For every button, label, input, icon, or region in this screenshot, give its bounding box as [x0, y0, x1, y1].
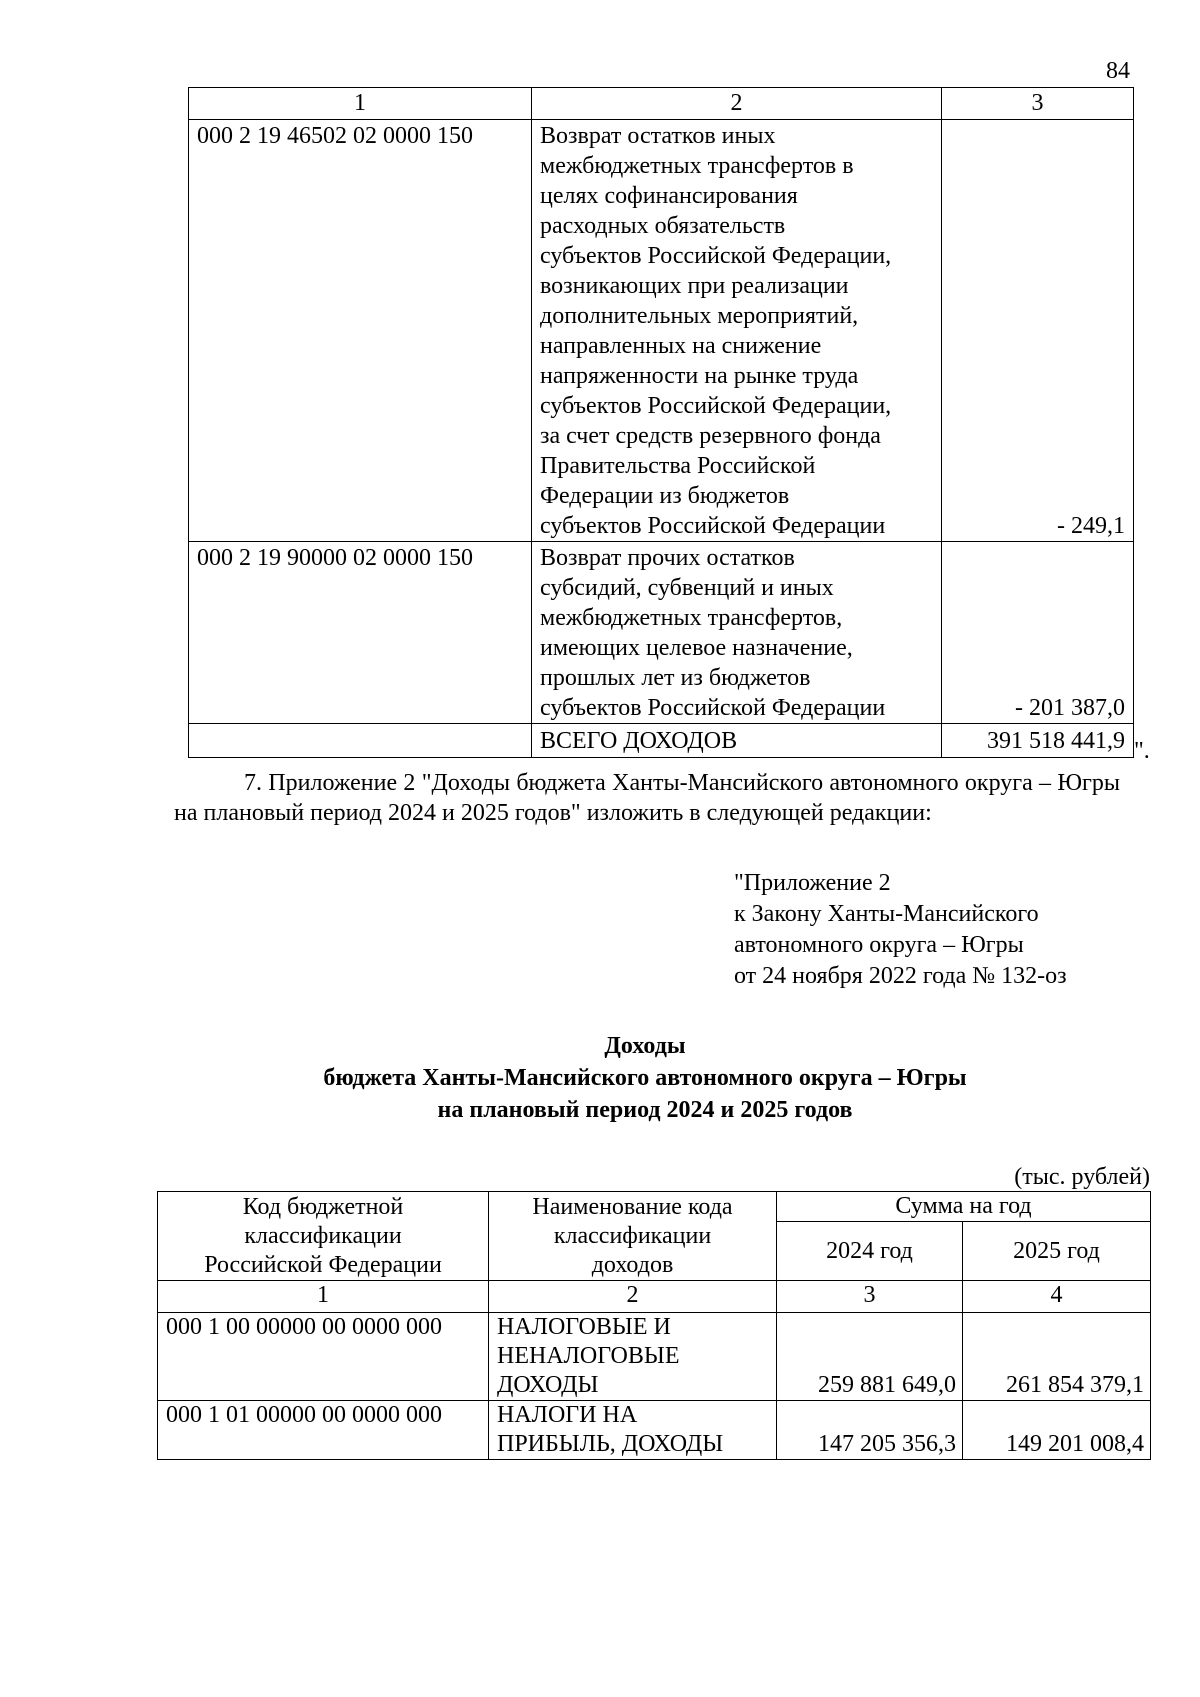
description-line: субъектов Российской Федерации	[540, 513, 886, 539]
appendix-line: автономного округа – Югры	[734, 932, 1024, 958]
amount: - 249,1	[942, 120, 1134, 542]
description-line: субъектов Российской Федерации	[540, 695, 886, 721]
budget-code: 000 2 19 90000 02 0000 150	[189, 542, 532, 724]
appendix-reference	[734, 868, 1154, 992]
units-label: (тыс. рублей)	[1014, 1164, 1150, 1190]
description-line: расходных обязательств	[540, 213, 786, 239]
total-row	[189, 724, 1134, 758]
column-number-row	[189, 88, 1134, 120]
continued-revenue-table	[188, 87, 1134, 758]
header-line: Российской Федерации	[204, 1251, 442, 1278]
name-line: НЕНАЛОГОВЫЕ	[497, 1343, 680, 1369]
description-line: напряженности на рынке труда	[540, 363, 859, 389]
header-sum: Сумма на год	[777, 1192, 1151, 1222]
column-number: 1	[189, 88, 532, 120]
header-name	[489, 1192, 777, 1281]
column-number: 2	[532, 88, 942, 120]
closing-quote: ".	[1134, 738, 1150, 764]
budget-code: 000 1 01 00000 00 0000 000	[158, 1401, 489, 1460]
description-line: прошлых лет из бюджетов	[540, 665, 811, 691]
column-number: 3	[777, 1281, 963, 1313]
header-code	[158, 1192, 489, 1281]
header-year-2024: 2024 год	[777, 1222, 963, 1281]
description-line: Возврат прочих остатков	[540, 545, 795, 571]
description-line: Федерации из бюджетов	[540, 483, 790, 509]
description-line: за счет средств резервного фонда	[540, 423, 881, 449]
header-line: классификации	[553, 1222, 712, 1249]
amount-2025: 261 854 379,1	[963, 1313, 1151, 1401]
description-line: имеющих целевое назначение,	[540, 635, 853, 661]
appendix-line: к Закону Ханты-Мансийского	[734, 901, 1039, 927]
total-code	[189, 724, 532, 758]
title-line: бюджета Ханты-Мансийского автономного округа – Югры	[323, 1065, 967, 1091]
description-line: целях софинансирования	[540, 183, 798, 209]
table-row	[158, 1313, 1151, 1401]
header-line: Код бюджетной	[242, 1193, 404, 1220]
name-line: НАЛОГИ НА	[497, 1402, 638, 1428]
revenue-name	[489, 1313, 777, 1401]
appendix-line: "Приложение 2	[734, 870, 891, 896]
description-line: дополнительных мероприятий,	[540, 303, 859, 329]
description-line: Возврат остатков иных	[540, 123, 776, 149]
header-line: доходов	[591, 1251, 674, 1278]
description-line: межбюджетных трансфертов,	[540, 605, 843, 631]
amount-2025: 149 201 008,4	[963, 1401, 1151, 1460]
column-number: 1	[158, 1281, 489, 1313]
table-row	[189, 120, 1134, 542]
page-number: 84	[1106, 58, 1130, 84]
description-line: субъектов Российской Федерации,	[540, 393, 892, 419]
revenue-name	[489, 1401, 777, 1460]
budget-code: 000 1 00 00000 00 0000 000	[158, 1313, 489, 1401]
total-label: ВСЕГО ДОХОДОВ	[532, 724, 942, 758]
description-line: субъектов Российской Федерации,	[540, 243, 892, 269]
name-line: ДОХОДЫ	[497, 1372, 599, 1398]
header-line: Наименование кода	[532, 1193, 733, 1220]
paragraph-7	[174, 768, 1120, 828]
paragraph-7-text: 7. Приложение 2 "Доходы бюджета Ханты-Мансийского автономного округа – Югры на плановый период 2024 и 2025 годов" изложить в следующей редакции:	[174, 770, 1120, 826]
title-line: Доходы	[604, 1033, 686, 1059]
description-line: возникающих при реализации	[540, 273, 849, 299]
revenue-description	[532, 542, 942, 724]
planned-revenue-table	[157, 1191, 1151, 1460]
total-amount: 391 518 441,9	[942, 724, 1134, 758]
amount: - 201 387,0	[942, 542, 1134, 724]
column-number: 3	[942, 88, 1134, 120]
amount-2024: 259 881 649,0	[777, 1313, 963, 1401]
description-line: Правительства Российской	[540, 453, 816, 479]
name-line: ПРИБЫЛЬ, ДОХОДЫ	[497, 1431, 724, 1457]
title-line: на плановый период 2024 и 2025 годов	[437, 1097, 853, 1123]
table-row	[189, 542, 1134, 724]
table-row	[158, 1401, 1151, 1460]
budget-code: 000 2 19 46502 02 0000 150	[189, 120, 532, 542]
name-line: НАЛОГОВЫЕ И	[497, 1314, 671, 1340]
appendix-line: от 24 ноября 2022 года № 132-оз	[734, 963, 1067, 989]
column-number: 4	[963, 1281, 1151, 1313]
amount-2024: 147 205 356,3	[777, 1401, 963, 1460]
document-title	[150, 1030, 1140, 1126]
column-number: 2	[489, 1281, 777, 1313]
description-line: субсидий, субвенций и иных	[540, 575, 834, 601]
header-year-2025: 2025 год	[963, 1222, 1151, 1281]
description-line: межбюджетных трансфертов в	[540, 153, 854, 179]
header-row	[158, 1192, 1151, 1222]
description-line: направленных на снижение	[540, 333, 822, 359]
header-line: классификации	[244, 1222, 402, 1249]
column-number-row	[158, 1281, 1151, 1313]
revenue-description	[532, 120, 942, 542]
